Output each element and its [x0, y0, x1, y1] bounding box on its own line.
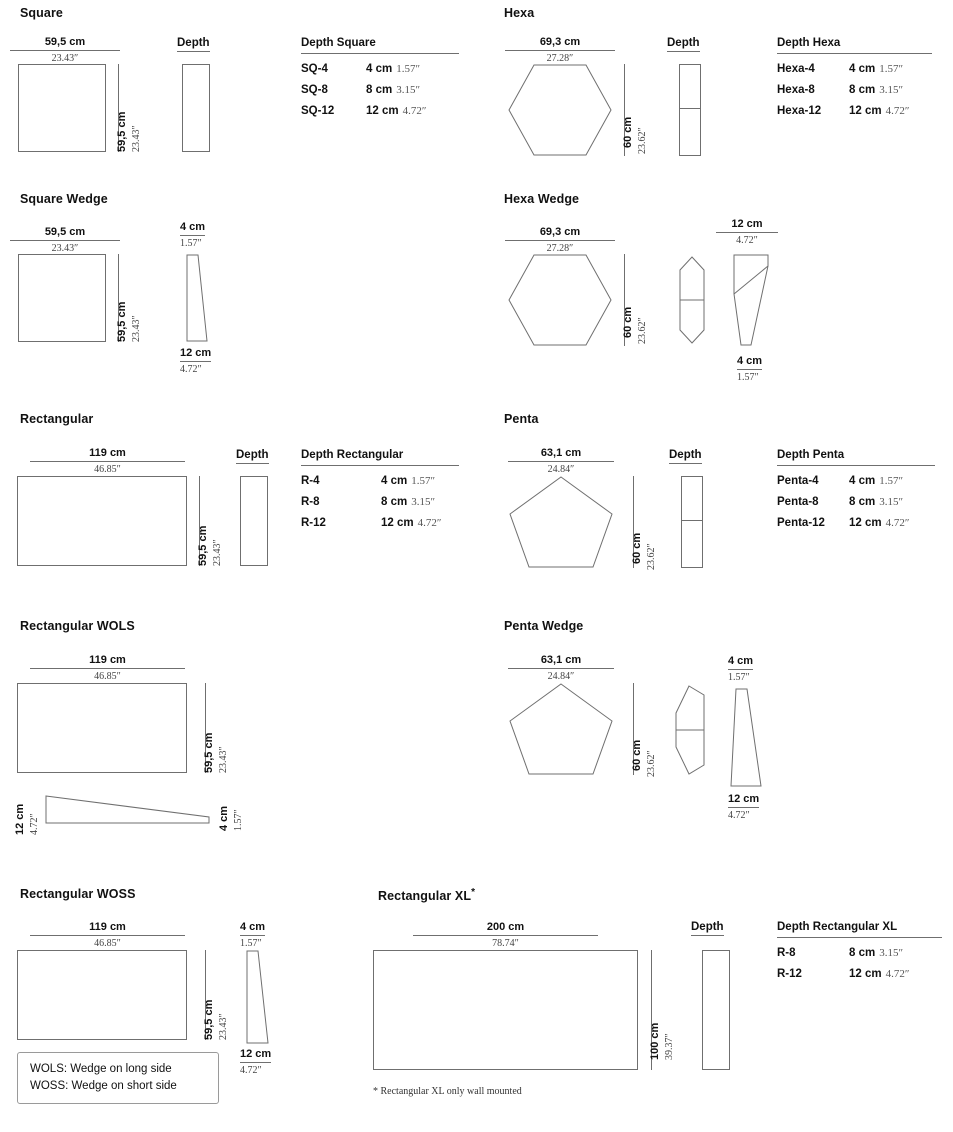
hexa-width-dim [505, 36, 615, 65]
rect-woss-top-dim: 4 cm 1.57″ [240, 921, 266, 949]
rect-wols-width-dim: 119 cm 46.85″ [30, 654, 185, 683]
square-width-cm: 59,5 cm [10, 36, 120, 51]
hexa-width-in: 27.28″ [546, 53, 574, 64]
table-row: SQ-8 8 cm 3.15″ [301, 84, 421, 96]
rect-xl-shape [373, 950, 638, 1070]
square-depth-label: Depth [177, 37, 210, 52]
section-title-hexa-wedge: Hexa Wedge [504, 192, 580, 206]
table-row: R-12 12 cm 4.72″ [301, 517, 442, 529]
hexa-wedge-bottom-dim: 4 cm 1.57″ [737, 355, 763, 383]
square-height-in: 23.43″ [131, 125, 142, 152]
square-width-in: 23.43″ [51, 53, 79, 64]
section-title-hexa: Hexa [504, 6, 535, 20]
rect-depth-label: Depth [236, 449, 269, 464]
rect-wols-shape [17, 683, 187, 773]
square-wedge-shape [18, 254, 106, 342]
table-row: SQ-12 12 cm 4.72″ [301, 105, 427, 117]
penta-depth-midline [681, 520, 703, 521]
hexa-width-cm: 69,3 cm [505, 36, 615, 51]
table-row: Penta-8 8 cm 3.15″ [777, 496, 904, 508]
rect-xl-footnote: * Rectangular XL only wall mounted [373, 1086, 522, 1097]
hexa-wedge-profile-right [733, 254, 769, 346]
legend-line-woss: WOSS: Wedge on short side [30, 1080, 177, 1092]
table-row: R-8 8 cm 3.15″ [301, 496, 436, 508]
hexa-depth-midline [679, 108, 701, 109]
table-row: Penta-12 12 cm 4.72″ [777, 517, 910, 529]
hexa-depth-shape [679, 64, 701, 156]
section-title-penta: Penta [504, 412, 539, 426]
square-width-dim [10, 36, 120, 65]
section-title-square: Square [20, 6, 63, 20]
depth-table-hexa [777, 37, 932, 117]
depth-table-rect-xl: Depth Rectangular XL R-8 8 cm 3.15″ R-12 12 cm 4.72″ [777, 921, 942, 980]
rect-depth-shape [240, 476, 268, 566]
spec-sheet: Square 59,5 cm 23.43″ 59,5 cm 23.43″ Depth Depth Square SQ-4 4 cm 1.57″ SQ-8 8 cm 3.15″ SQ-12 12 cm 4.72″ Hexa 69,3 cm 27.28″ 60 cm 23.62″ Depth Depth Hexa Hexa-4 4 cm 1.57″ Hexa-8 8 cm 3.15″ Hexa-12 12 cm 4.72″ Square Wedge 59,5 cm 23.43″ 59,5 cm 23.43″ 4 cm 1.57″ 12 cm 4.72″ Hexa Wedge 69,3 cm 27.28″ 60 cm 23.62″ 12 cm 4.72″ 4 cm 1.57″ Rectangular 119 cm 46.85″ 59,5 cm 23.43″ Depth Depth Rectangular R-4 4 cm 1.57″ R-8 8 cm 3.15″ R-12 12 cm 4.72″ Penta 63,1 cm 24.84″ 60 cm 23.62″ Depth Depth Penta Penta-4 4 cm 1.57″ Penta-8 8 cm 3.15″ Penta-12 12 cm 4.72″ Rectangular WOLS 119 cm 46.85″ 59,5 cm 23.43″ 12 cm 4.72″ 4 cm 1.57″ Penta Wedge 63,1 cm 24.84″ 60 cm 23.62″ 4 cm 1.57″ 12 cm 4.72″ Rectangular WOSS 119 cm 46.85″ 59,5 cm 23.43″ 4 cm 1.57″ 12 cm 4.72″ WOLS: Wedge on long side WOSS: Wedge on short side Rectangular XL* 200 cm 78.74″ 100 cm 39.37″ Depth Depth Rectangular XL R-8 8 cm 3.15″ R-12 12 cm 4.72″ * Rectangular XL only wall mounted [0, 0, 953, 1132]
section-title-rect-wols: Rectangular WOLS [20, 619, 135, 633]
depth-table-square [301, 37, 459, 117]
depth-table-rectangular: Depth Rectangular R-4 4 cm 1.57″ R-8 8 cm 3.15″ R-12 12 cm 4.72″ [301, 449, 459, 529]
section-title-rect-xl [378, 887, 475, 903]
legend-box [17, 1052, 219, 1104]
square-shape [18, 64, 106, 152]
rect-xl-depth-shape [702, 950, 730, 1070]
section-title-rectangular: Rectangular [20, 412, 94, 426]
rect-woss-bottom-dim: 12 cm 4.72″ [240, 1048, 272, 1076]
table-row: Hexa-8 8 cm 3.15″ [777, 84, 904, 96]
hexa-wedge-top-dim: 12 cm 4.72″ [716, 218, 778, 247]
penta-wedge-profile-left [675, 685, 705, 775]
penta-wedge-width-dim: 63,1 cm 24.84″ [508, 654, 614, 683]
table-row: R-4 4 cm 1.57″ [301, 475, 436, 487]
penta-shape [509, 476, 613, 568]
depth-table-square-header: Depth Square [301, 37, 459, 54]
hexa-wedge-width-dim: 69,3 cm 27.28″ [505, 226, 615, 255]
rect-xl-width-dim: 200 cm 78.74″ [413, 921, 598, 950]
hexa-wedge-profile-left [679, 256, 705, 344]
table-row: R-12 12 cm 4.72″ [777, 968, 910, 980]
table-row: Hexa-12 12 cm 4.72″ [777, 105, 910, 117]
table-row: SQ-4 4 cm 1.57″ [301, 63, 421, 75]
rect-xl-title-text: Rectangular XL [378, 889, 472, 904]
square-wedge-bottom-dim: 12 cm 4.72″ [180, 347, 212, 375]
penta-depth-label: Depth [669, 449, 702, 464]
depth-table-hexa-header: Depth Hexa [777, 37, 932, 54]
rect-wols-profile [45, 795, 210, 825]
hexa-depth-label: Depth [667, 37, 700, 52]
square-height-cm: 59,5 cm [116, 111, 128, 152]
rect-woss-width-dim: 119 cm 46.85″ [30, 921, 185, 950]
rect-woss-profile [242, 950, 272, 1045]
rect-xl-depth-label: Depth [691, 921, 724, 936]
table-row: Penta-4 4 cm 1.57″ [777, 475, 904, 487]
penta-wedge-top-dim: 4 cm 1.57″ [728, 655, 754, 683]
section-title-penta-wedge: Penta Wedge [504, 619, 584, 633]
square-depth-shape [182, 64, 210, 152]
square-wedge-profile [182, 254, 210, 342]
penta-wedge-profile-right [728, 688, 764, 788]
section-title-rect-woss: Rectangular WOSS [20, 887, 136, 901]
rect-width-dim: 119 cm 46.85″ [30, 447, 185, 476]
penta-width-dim: 63,1 cm 24.84″ [508, 447, 614, 476]
rect-xl-title-star: * [471, 887, 476, 898]
legend-line-wols: WOLS: Wedge on long side [30, 1063, 172, 1075]
depth-table-penta: Depth Penta Penta-4 4 cm 1.57″ Penta-8 8 cm 3.15″ Penta-12 12 cm 4.72″ [777, 449, 935, 529]
hexa-shape [508, 64, 612, 156]
square-wedge-top-dim: 4 cm 1.57″ [180, 221, 206, 249]
hexa-height-in: 23.62″ [637, 127, 648, 154]
rect-woss-shape [17, 950, 187, 1040]
square-wedge-width-dim: 59,5 cm 23.43″ [10, 226, 120, 255]
hexa-height-cm: 60 cm [622, 116, 634, 148]
penta-wedge-bottom-dim: 12 cm 4.72″ [728, 793, 760, 821]
section-title-square-wedge: Square Wedge [20, 192, 108, 206]
table-row: Hexa-4 4 cm 1.57″ [777, 63, 904, 75]
hexa-wedge-shape [508, 254, 612, 346]
rect-shape [17, 476, 187, 566]
table-row: R-8 8 cm 3.15″ [777, 947, 904, 959]
penta-depth-shape [681, 476, 703, 568]
penta-wedge-shape [509, 683, 613, 775]
